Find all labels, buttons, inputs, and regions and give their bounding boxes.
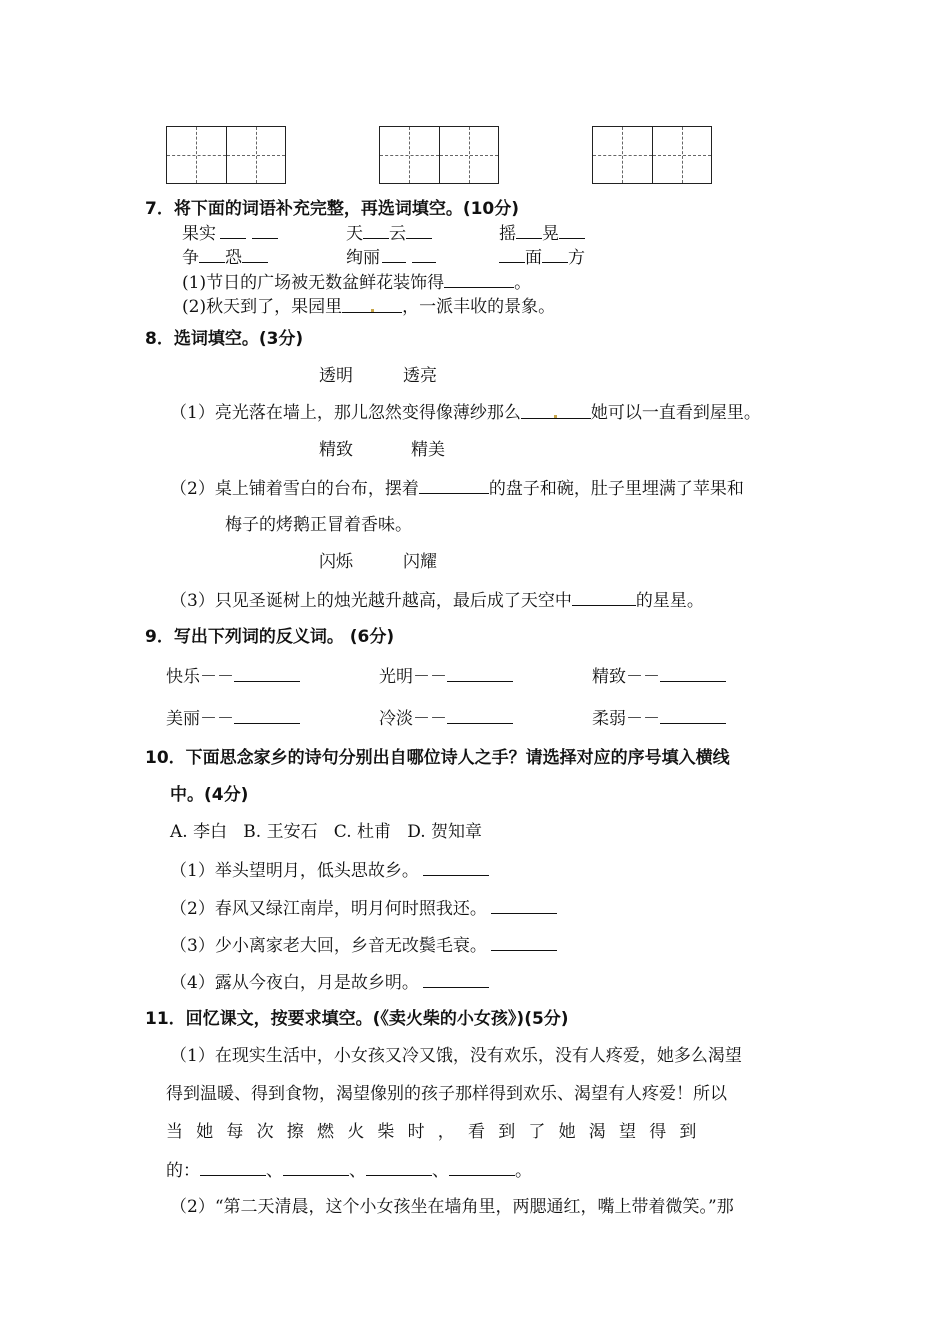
q7-word: 恐	[225, 248, 242, 268]
q10-line	[170, 934, 557, 957]
q10-line-text: （1）举头望明月，低头思故乡。	[170, 861, 419, 881]
q11-p2-line1: （2）“第二天清晨，这个小女孩坐在墙角里，两腮通红，嘴上带着微笑。”那	[170, 1197, 734, 1217]
q8-word: 精致	[319, 440, 353, 460]
q10-title-line2: 中。(4分)	[170, 785, 249, 805]
q7-row1b	[346, 222, 432, 245]
q7-sentence-2	[182, 296, 555, 318]
q10-title-line1: 10．下面思念家乡的诗句分别出自哪位诗人之手？请选择对应的序号填入横线	[145, 748, 730, 768]
q9-item	[592, 665, 726, 688]
q11-title: 11．回忆课文，按要求填空。(《卖火柴的小女孩》)(5分)	[145, 1009, 569, 1029]
q7-word: 绚丽	[346, 248, 380, 268]
q10-options: A. 李白 B. 王安石 C. 杜甫 D. 贺知章	[170, 822, 483, 842]
q9-item	[379, 707, 513, 730]
q11-end: 。	[515, 1161, 532, 1181]
q9-item	[379, 665, 513, 688]
q8-s2-end: 的盘子和碗，肚子里埋满了苹果和	[488, 479, 744, 499]
q8-pair-1	[319, 365, 437, 387]
q10-line	[170, 859, 489, 882]
q7-row1c	[499, 222, 585, 245]
q9-item	[166, 707, 300, 730]
q11-p1-line2: 得到温暖、得到食物，渴望像别的孩子那样得到欢乐、渴望有人疼爱！所以	[166, 1084, 727, 1104]
q8-word: 精美	[411, 440, 445, 460]
q7-word: 果实	[182, 224, 216, 244]
q11-sep: 、	[432, 1161, 449, 1181]
writing-grid-3	[592, 126, 712, 184]
q8-pair-2	[319, 439, 445, 461]
q7-row1	[182, 222, 278, 245]
q7-word: 争	[182, 248, 199, 268]
q9-title: 9．写出下列词的反义词。 (6分)	[145, 627, 395, 647]
q8-sentence-2	[170, 477, 744, 500]
q7-s1-end: 。	[514, 273, 532, 293]
q8-sentence-1	[170, 402, 761, 424]
q8-title: 8．选词填空。(3分)	[145, 329, 304, 349]
q7-word: 晃	[542, 224, 559, 244]
q9-word: 美丽－－	[166, 709, 234, 729]
q9-word: 柔弱－－	[592, 709, 660, 729]
q7-row2b	[346, 246, 436, 269]
q11-p1-line1: （1）在现实生活中，小女孩又冷又饿，没有欢乐，没有人疼爱，她多么渴望	[170, 1046, 742, 1066]
q8-word: 透亮	[403, 366, 437, 386]
q8-word: 透明	[319, 366, 353, 386]
q7-s1-text: (1)节日的广场被无数盆鲜花装饰得	[182, 273, 445, 293]
q7-word: 方	[568, 248, 585, 268]
q7-row2	[182, 246, 268, 269]
q8-sentence-3	[170, 589, 704, 612]
q8-word: 闪烁	[319, 552, 353, 572]
q8-s2-text: （2）桌上铺着雪白的台布，摆着	[170, 479, 419, 499]
q9-word: 精致－－	[592, 667, 660, 687]
q8-s3-end: 的星星。	[635, 591, 704, 611]
q7-word: 面	[525, 248, 542, 268]
q8-word: 闪耀	[403, 552, 437, 572]
q7-row2c	[499, 246, 585, 269]
q7-title: 7．将下面的词语补充完整，再选词填空。(10分)	[145, 199, 520, 219]
q9-item	[592, 707, 726, 730]
q11-sep: 、	[349, 1161, 366, 1181]
q11-sep: 、	[266, 1161, 283, 1181]
q9-item	[166, 665, 300, 688]
q7-s2-text: (2)秋天到了，果园里	[182, 297, 343, 317]
q9-word: 快乐－－	[166, 667, 234, 687]
q11-p1-prefix: 的：	[166, 1161, 200, 1181]
q10-line-text: （2）春风又绿江南岸，明月何时照我还。	[170, 899, 487, 919]
writing-grid-2	[379, 126, 499, 184]
q7-word: 云	[389, 224, 406, 244]
q7-s2-end: ，一派丰收的景象。	[402, 297, 556, 317]
q7-word: 摇	[499, 224, 516, 244]
q8-pair-3	[319, 551, 437, 573]
q10-line-text: （3）少小离家老大回，乡音无改鬓毛衰。	[170, 936, 487, 956]
q8-s3-text: （3）只见圣诞树上的烛光越升越高，最后成了天空中	[170, 591, 572, 611]
q8-s1-end: 她可以一直看到屋里。	[590, 403, 761, 423]
q10-line	[170, 897, 557, 920]
q11-p1-line4	[166, 1159, 532, 1182]
q9-word: 冷淡－－	[379, 709, 447, 729]
q11-p1-line3: 当她每次擦燃火柴时，看到了她渴望得到	[166, 1122, 710, 1142]
writing-grid-1	[166, 126, 286, 184]
q8-s1-text: （1）亮光落在墙上，那儿忽然变得像薄纱那么	[170, 403, 521, 423]
q8-sentence-2-line2: 梅子的烤鹅正冒着香味。	[225, 515, 412, 535]
q10-line-text: （4）露从今夜白，月是故乡明。	[170, 973, 419, 993]
q10-line	[170, 971, 489, 994]
q7-word: 天	[346, 224, 363, 244]
q7-sentence-1	[182, 271, 531, 294]
q9-word: 光明－－	[379, 667, 447, 687]
